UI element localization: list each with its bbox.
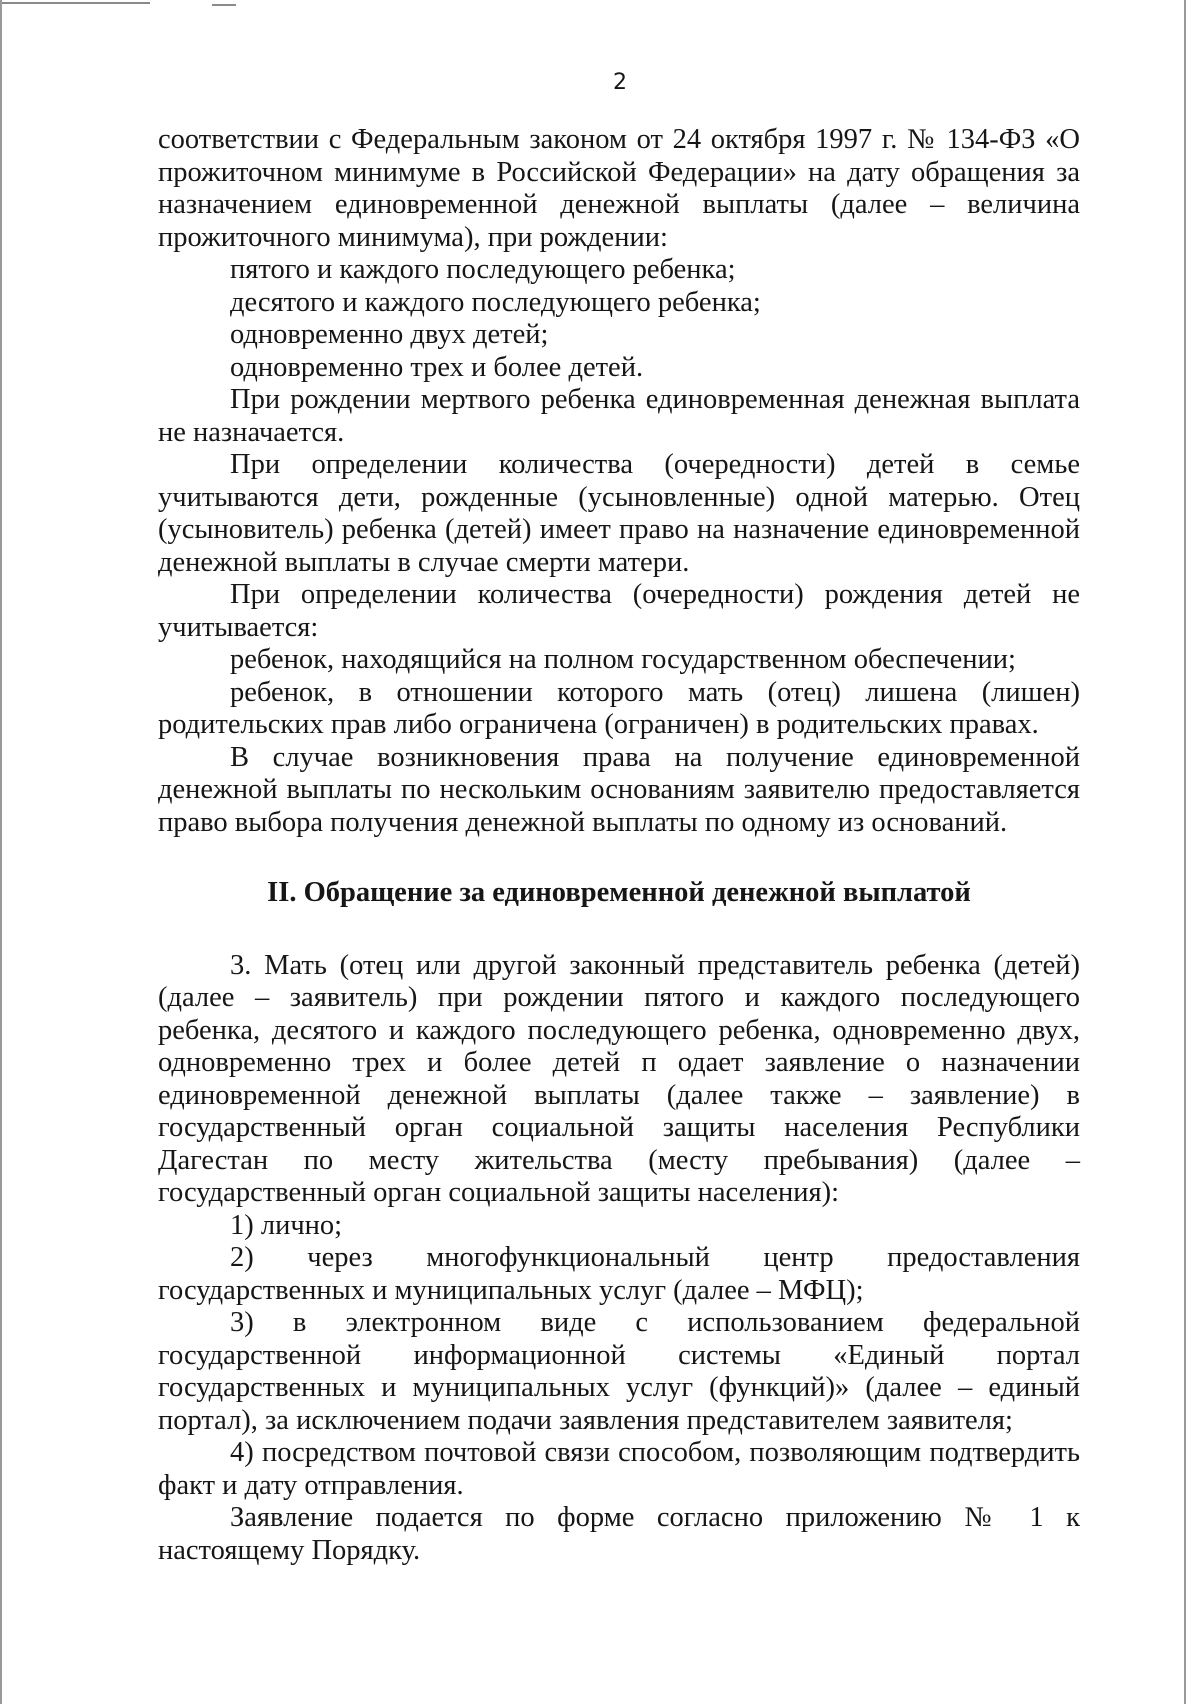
- paragraph: десятого и каждого последующего ребенка;: [230, 286, 761, 318]
- list-item: 2) через многофункциональный центр предоставления государственных и муниципальных услуг (далее – МФЦ);: [158, 1242, 1080, 1306]
- paragraph: При определении количества (очередности) рождения детей не учитывается:: [158, 579, 1080, 643]
- section-heading: II. Обращение за единовременной денежной выплатой: [267, 877, 971, 908]
- paragraph: пятого и каждого последующего ребенка;: [230, 254, 736, 285]
- document-body: [158, 124, 1080, 1567]
- paragraph: ребенок, находящийся на полном государственном обеспечении;: [230, 644, 1016, 675]
- list-item: 3) в электронном виде с использованием федеральной государственной информационной системы «Единый портал государственных и муниципальных услуг (функций)» (далее – единый портал), за исключением подачи заявления представителем заявителя;: [158, 1307, 1080, 1436]
- scan-edge-line: [1184, 0, 1186, 1704]
- list-item: 1) лично;: [230, 1209, 343, 1241]
- scan-artifact-mark: [0, 2, 150, 4]
- page-number: 2: [613, 70, 627, 95]
- paragraph: 3. Мать (отец или другой законный представитель ребенка (детей) (далее – заявитель) при рождении пятого и каждого последующего ребенка, десятого и каждого последующего ребенка, одновременно двух, одновременно трех и более детей п одает заявление о назначении единовременной денежной выплаты (далее также – заявление) в государственный орган социальной защиты населения Республики Дагестан по месту жительства (месту пребывания) (далее – государственный орган социальной защиты населения):: [158, 949, 1080, 1208]
- paragraph: одновременно двух детей;: [230, 319, 549, 350]
- paragraph: одновременно трех и более детей.: [230, 351, 644, 383]
- paragraph: При определении количества (очередности) детей в семье учитываются дети, рожденные (усыновленные) одной матерью. Отец (усыновитель) ребенка (детей) имеет право на назначение единовременной денежной выплаты в случае смерти матери.: [158, 449, 1080, 578]
- paragraph: Заявление подается по форме согласно приложению № 1 к настоящему Порядку.: [158, 1502, 1080, 1566]
- paragraph: В случае возникновения права на получение единовременной денежной выплаты по нескольким основаниям заявителю предоставляется право выбора получения денежной выплаты по одному из оснований.: [158, 741, 1080, 838]
- list-item: 4) посредством почтовой связи способом, позволяющим подтвердить факт и дату отправления.: [158, 1437, 1080, 1501]
- scan-artifact-mark: [212, 4, 236, 6]
- paragraph: ребенок, в отношении которого мать (отец) лишена (лишен) родительских прав либо ограничена (ограничен) в родительских правах.: [158, 676, 1080, 740]
- paragraph: соответствии с Федеральным законом от 24 октября 1997 г. № 134-ФЗ «О прожиточном минимуме в Российской Федерации» на дату обращения за назначением единовременной денежной выплаты (далее – величина прожиточного минимума), при рождении:: [158, 124, 1080, 253]
- paragraph: При рождении мертвого ребенка единовременная денежная выплата не назначается.: [158, 384, 1080, 448]
- scan-edge-line: [0, 0, 2, 1704]
